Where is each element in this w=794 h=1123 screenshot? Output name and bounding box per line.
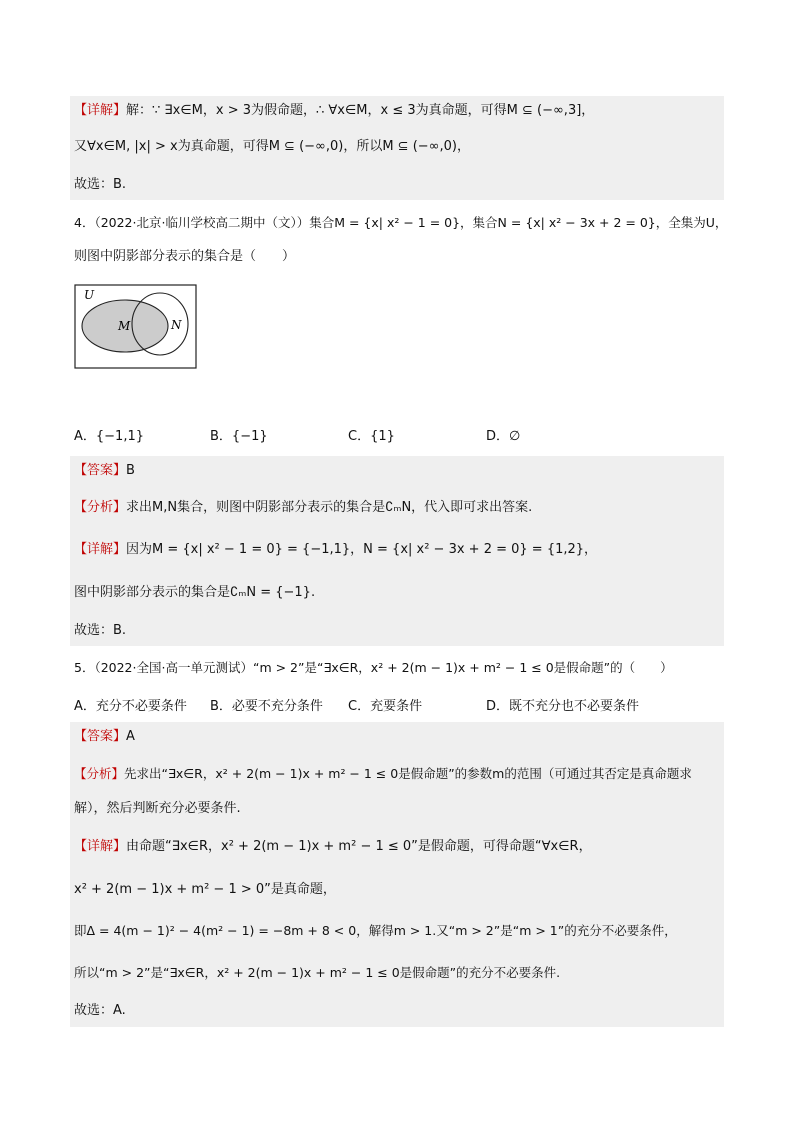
option-d: D．∅ (486, 429, 521, 444)
option-a: A．充分不必要条件 (74, 699, 187, 714)
analysis-tag: 【分析】 (74, 500, 127, 515)
detail-tag: 【详解】 (74, 103, 127, 118)
option-c: C．{1} (348, 429, 395, 444)
question-4-stem: 4．（2022·北京·临川学校高二期中（文））集合M = {x| x² − 1 = 0}，集合N = {x| x² − 3x + 2 = 0}，全集为U， (74, 215, 728, 230)
option-b: B．{−1} (210, 429, 268, 444)
choose-line: 故选：B. (74, 623, 127, 638)
detail-line (74, 102, 720, 120)
answer-text: A (126, 729, 135, 744)
analysis-line (74, 499, 720, 517)
option-a: A．{−1,1} (74, 429, 145, 444)
detail-tag: 【详解】 (74, 542, 127, 557)
detail-text: 因为M = {x| x² − 1 = 0} = {−1,1}，N = {x| x² − 3x + 2 = 0} = {1,2}， (126, 542, 598, 557)
answer-tag: 【答案】 (74, 729, 127, 744)
question-4-stem-2: 则图中阴影部分表示的集合是（ ） (74, 249, 296, 264)
analysis-line-2: 解），然后判断充分必要条件. (74, 801, 241, 816)
detail-line-4: 所以“m > 2”是“∃x∈R，x² + 2(m − 1)x + m² − 1 ≤ 0是假命题”的充分不必要条件. (74, 965, 561, 980)
detail-line-2: x² + 2(m − 1)x + m² − 1 > 0”是真命题， (74, 882, 336, 897)
question-5-stem: 5．（2022·全国·高一单元测试）“m > 2”是“∃x∈R，x² + 2(m − 1)x + m² − 1 ≤ 0是假命题”的（ ） (74, 660, 673, 675)
analysis-tag: 【分析】 (74, 766, 125, 781)
detail-line (74, 541, 720, 559)
answer-text: B (126, 463, 135, 478)
answer-tag: 【答案】 (74, 463, 127, 478)
option-d: D．既不充分也不必要条件 (486, 699, 640, 714)
detail-tag: 【详解】 (74, 839, 127, 854)
detail-text: 解：∵ ∃x∈M，x > 3为假命题，∴ ∀x∈M，x ≤ 3为真命题，可得M ⊆ (−∞,3]， (126, 103, 595, 118)
option-b: B．必要不充分条件 (210, 699, 323, 714)
detail-text: 由命题“∃x∈R，x² + 2(m − 1)x + m² − 1 ≤ 0”是假命题，可得命题“∀x∈R， (126, 839, 592, 854)
detail-line-3: 即Δ = 4(m − 1)² − 4(m² − 1) = −8m + 8 < 0，解得m > 1.又“m > 2”是“m > 1”的充分不必要条件， (74, 923, 677, 938)
detail-line-2: 图中阴影部分表示的集合是∁ₘN = {−1}. (74, 585, 316, 600)
choose-line: 故选：A. (74, 1003, 126, 1018)
detail-line-2: 又∀x∈M, |x| > x为真命题，可得M ⊆ (−∞,0)，所以M ⊆ (−∞,0)， (74, 139, 470, 154)
set-m-label: M (118, 319, 131, 333)
set-n-label: N (171, 318, 182, 332)
choose-line: 故选：B. (74, 177, 127, 192)
venn-diagram (74, 284, 198, 370)
answer-line (74, 462, 720, 480)
universe-label: U (84, 288, 95, 302)
answer-line (74, 728, 720, 746)
analysis-line (74, 765, 720, 783)
detail-line (74, 838, 720, 856)
analysis-text: 先求出“∃x∈R，x² + 2(m − 1)x + m² − 1 ≤ 0是假命题”的参数m的范围（可通过其否定是真命题求 (124, 766, 692, 781)
analysis-text: 求出M,N集合，则图中阴影部分表示的集合是∁ₘN，代入即可求出答案. (126, 500, 533, 515)
option-c: C．充要条件 (348, 699, 423, 714)
